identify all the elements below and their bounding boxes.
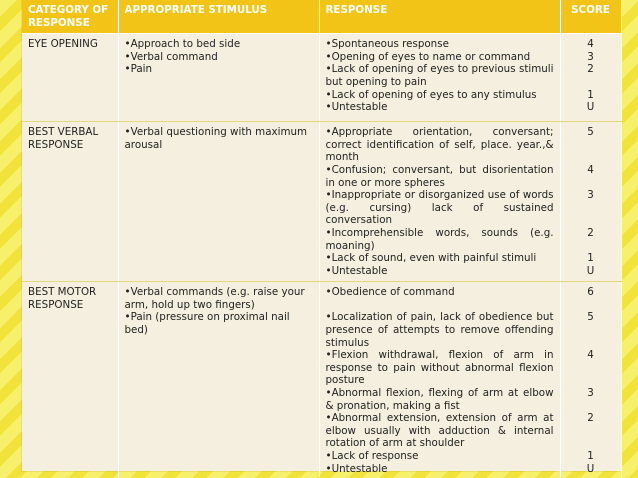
score-value: 4 xyxy=(587,38,594,51)
response-item: •Untestable xyxy=(325,264,388,277)
score-value: 6 xyxy=(587,286,594,299)
score-value: 3 xyxy=(587,50,594,63)
gcs-table-sheet xyxy=(22,0,621,475)
response-cell xyxy=(319,34,560,122)
header-category: CATEGORY OF RESPONSE xyxy=(22,0,118,34)
score-value xyxy=(567,202,615,215)
header-score: SCORE xyxy=(560,0,621,34)
response-item xyxy=(326,299,554,312)
response-item: •Appropriate orientation, conversant; correct identification of self, place. year.,& month xyxy=(325,126,554,164)
score-value: 2 xyxy=(587,226,594,239)
score-value xyxy=(567,400,615,413)
category-cell: EYE OPENING xyxy=(22,34,118,122)
stimulus-item: •Verbal command xyxy=(124,50,218,63)
response-item: •Inappropriate or disorganized use of words (e.g. cursing) lack of sustained conversation xyxy=(325,189,554,227)
gcs-table xyxy=(22,0,622,477)
response-item: •Incomprehensible words, sounds (e.g. moaning) xyxy=(325,226,554,252)
score-value: U xyxy=(586,264,595,277)
response-item: •Lack of opening of eyes to previous stimuli but opening to pain xyxy=(325,63,554,88)
stimulus-item: •Approach to bed side xyxy=(124,38,241,51)
stimulus-item: •Verbal commands (e.g. raise your arm, hold up two fingers) xyxy=(124,286,305,311)
score-value: U xyxy=(586,101,595,114)
category-cell: BEST MOTOR RESPONSE xyxy=(22,282,118,477)
response-item: •Confusion; conversant, but disorientation in one or more spheres xyxy=(325,163,554,189)
score-value: 3 xyxy=(587,189,594,202)
score-value: 4 xyxy=(587,349,594,362)
score-value xyxy=(567,214,615,227)
score-value: 2 xyxy=(587,63,594,76)
score-value: 1 xyxy=(587,88,594,101)
score-value xyxy=(567,425,615,438)
score-value xyxy=(567,151,615,164)
table-header xyxy=(22,0,621,34)
response-cell xyxy=(319,122,560,282)
header-row xyxy=(22,0,621,34)
stimulus-item: •Pain (pressure on proximal nail bed) xyxy=(124,311,290,336)
table-body xyxy=(22,34,621,477)
response-item: •Abnormal flexion, flexing of arm at elbow & pronation, making a fist xyxy=(325,386,554,412)
table-row-eye-opening xyxy=(22,34,621,122)
response-item: •Untestable xyxy=(325,462,388,475)
score-value xyxy=(567,240,615,253)
score-value: 1 xyxy=(587,449,594,462)
response-item: •Untestable xyxy=(325,101,388,114)
stimulus-cell xyxy=(118,34,319,122)
category-cell: BEST VERBAL RESPONSE xyxy=(22,122,118,282)
response-cell xyxy=(319,282,560,477)
header-stimulus: APPROPRIATE STIMULUS xyxy=(118,0,319,34)
response-item: •Spontaneous response xyxy=(325,38,449,51)
stimulus-cell xyxy=(118,122,319,282)
score-cell xyxy=(560,122,621,282)
score-value: 4 xyxy=(587,163,594,176)
score-value xyxy=(567,76,615,89)
score-value xyxy=(567,362,615,375)
stimulus-cell xyxy=(118,282,319,477)
stimulus-item: •Pain xyxy=(124,63,153,76)
response-item: •Lack of sound, even with painful stimuli xyxy=(325,252,537,265)
score-value xyxy=(567,139,615,152)
table-row-best-verbal-response xyxy=(22,122,621,282)
table-row-best-motor-response xyxy=(22,282,621,477)
score-value: 5 xyxy=(587,126,594,139)
score-value xyxy=(567,299,615,312)
response-item: •Lack of response xyxy=(325,449,419,462)
stimulus-item: •Verbal questioning with maximum arousal xyxy=(124,126,308,151)
score-value xyxy=(567,324,615,337)
header-response: RESPONSE xyxy=(319,0,560,34)
response-item: •Flexion withdrawal, flexion of arm in response to pain without abnormal flexion posture xyxy=(325,349,554,387)
score-value: 1 xyxy=(587,252,594,265)
response-item: •Obedience of command xyxy=(325,286,455,299)
score-value xyxy=(567,437,615,450)
score-value: 5 xyxy=(587,311,594,324)
score-value xyxy=(567,337,615,350)
score-value xyxy=(567,177,615,190)
score-value xyxy=(567,374,615,387)
response-item: •Opening of eyes to name or command xyxy=(325,50,531,63)
score-value: 2 xyxy=(587,412,594,425)
response-item: •Abnormal extension, extension of arm at elbow usually with adduction & internal rotation of arm at shoulder xyxy=(325,412,554,450)
score-cell xyxy=(560,34,621,122)
response-item: •Localization of pain, lack of obedience but presence of attempts to remove offending stimulus xyxy=(325,311,554,349)
score-cell xyxy=(560,282,621,477)
score-value: 3 xyxy=(587,386,594,399)
score-value: U xyxy=(586,462,595,475)
response-item: •Lack of opening of eyes to any stimulus xyxy=(325,88,537,101)
